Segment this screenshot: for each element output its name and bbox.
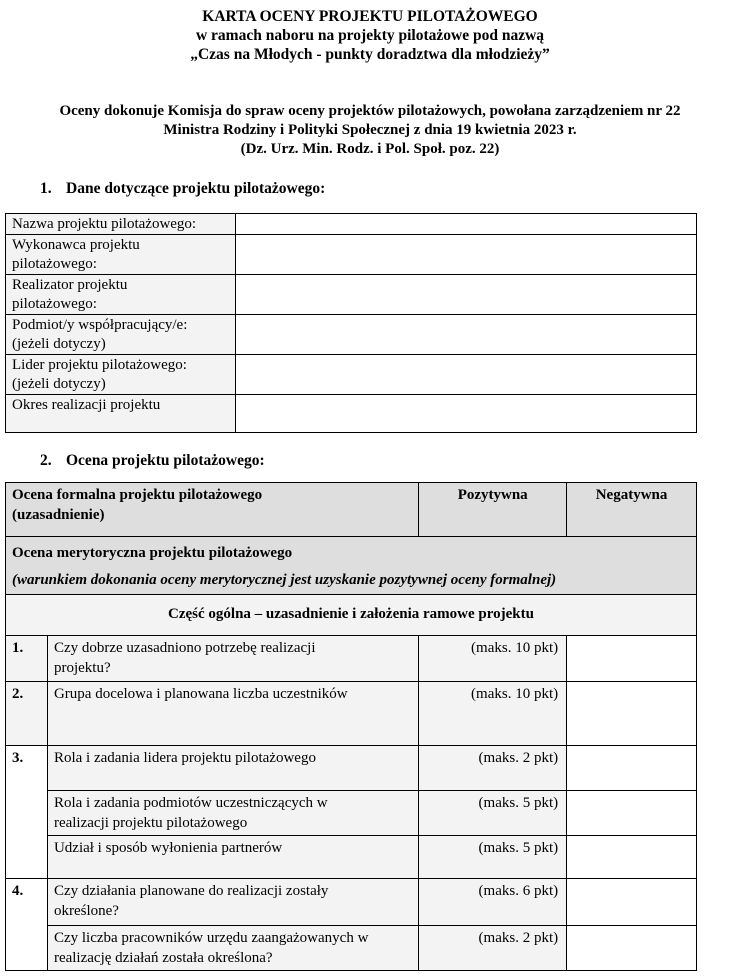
title-line: KARTA OCENY PROJEKTU PILOTAŻOWEGO [202, 8, 538, 25]
general-part-row [6, 595, 697, 636]
table-row [6, 879, 697, 926]
section-2-number: 2. [40, 452, 52, 469]
item-points: (maks. 10 pkt) [419, 682, 567, 746]
item-number: 3. [6, 746, 48, 879]
section-2-heading [40, 452, 265, 470]
row-label: Nazwa projektu pilotażowego: [6, 214, 236, 235]
section-2-title: Ocena projektu pilotażowego: [66, 452, 265, 469]
item-points: (maks. 2 pkt) [419, 926, 567, 971]
item-number: 1. [6, 636, 48, 682]
section-1-number: 1. [40, 180, 52, 197]
item-points: (maks. 2 pkt) [419, 746, 567, 791]
row-label: Realizator projektu pilotażowego: [6, 275, 236, 315]
commission-line-3: (Dz. Urz. Min. Rodz. i Pol. Społ. poz. 22) [240, 141, 500, 157]
section-1-title: Dane dotyczące projektu pilotażowego: [66, 180, 326, 197]
merit-title: Ocena merytoryczna projektu pilotażowego [12, 545, 293, 561]
score-field[interactable] [567, 636, 697, 682]
merit-evaluation-row [6, 537, 697, 595]
table-row [6, 836, 697, 879]
document-title [0, 7, 740, 64]
table-row [6, 355, 697, 395]
evaluation-table [5, 482, 697, 971]
merit-evaluation-header [6, 537, 697, 595]
general-part-heading: Część ogólna – uzasadnienie i założenia ramowe projektu [6, 595, 697, 636]
table-row [6, 682, 697, 746]
item-question: Czy działania planowane do realizacji zostały określone? [47, 879, 418, 926]
item-question: Rola i zadania podmiotów uczestniczących w realizacji projektu pilotażowego [47, 791, 418, 836]
item-question: Grupa docelowa i planowana liczba uczestników [47, 682, 418, 746]
score-field[interactable] [567, 682, 697, 746]
project-data-table [5, 213, 697, 433]
table-row [6, 235, 697, 275]
item-points: (maks. 5 pkt) [419, 791, 567, 836]
formal-evaluation-label: Ocena formalna projektu pilotażowego (uzasadnienie) [6, 483, 419, 537]
score-field[interactable] [567, 879, 697, 926]
score-field[interactable] [567, 836, 697, 879]
row-label: Wykonawca projektu pilotażowego: [6, 235, 236, 275]
negative-column[interactable]: Negatywna [567, 483, 697, 537]
row-label: Podmiot/y współpracujący/e: (jeżeli dotyczy) [6, 315, 236, 355]
table-row [6, 275, 697, 315]
value-field[interactable] [236, 214, 697, 235]
value-field[interactable] [236, 395, 697, 433]
table-row [6, 746, 697, 791]
formal-evaluation-row [6, 483, 697, 537]
positive-column[interactable]: Pozytywna [419, 483, 567, 537]
table-row [6, 395, 697, 433]
subtitle-line: w ramach naboru na projekty pilotażowe pod nazwą [195, 27, 545, 44]
item-question: Czy liczba pracowników urzędu zaangażowanych w realizację działań została określona? [47, 926, 418, 971]
value-field[interactable] [236, 315, 697, 355]
item-points: (maks. 6 pkt) [419, 879, 567, 926]
value-field[interactable] [236, 235, 697, 275]
item-question: Czy dobrze uzasadniono potrzebę realizacji projektu? [47, 636, 418, 682]
item-question: Rola i zadania lidera projektu pilotażowego [47, 746, 418, 791]
merit-note: (warunkiem dokonania oceny merytorycznej jest uzyskanie pozytywnej oceny formalnej) [12, 572, 557, 588]
table-row [6, 791, 697, 836]
row-label: Lider projektu pilotażowego: (jeżeli dotyczy) [6, 355, 236, 395]
commission-note [0, 102, 740, 159]
item-points: (maks. 5 pkt) [419, 836, 567, 879]
table-row [6, 926, 697, 971]
commission-line-2: Ministra Rodziny i Polityki Społecznej z dnia 19 kwietnia 2023 r. [163, 122, 577, 138]
commission-line-1: Oceny dokonuje Komisja do spraw oceny projektów pilotażowych, powołana zarządzeniem nr 22 [59, 103, 681, 119]
row-label: Okres realizacji projektu [6, 395, 236, 433]
item-question: Udział i sposób wyłonienia partnerów [47, 836, 418, 879]
table-row [6, 214, 697, 235]
score-field[interactable] [567, 791, 697, 836]
table-row [6, 315, 697, 355]
score-field[interactable] [567, 746, 697, 791]
item-number: 2. [6, 682, 48, 746]
value-field[interactable] [236, 275, 697, 315]
item-points: (maks. 10 pkt) [419, 636, 567, 682]
program-name: „Czas na Młodych - punkty doradztwa dla młodzieży” [190, 46, 550, 63]
table-row [6, 636, 697, 682]
item-number: 4. [6, 879, 48, 971]
score-field[interactable] [567, 926, 697, 971]
value-field[interactable] [236, 355, 697, 395]
section-1-heading [40, 180, 325, 198]
